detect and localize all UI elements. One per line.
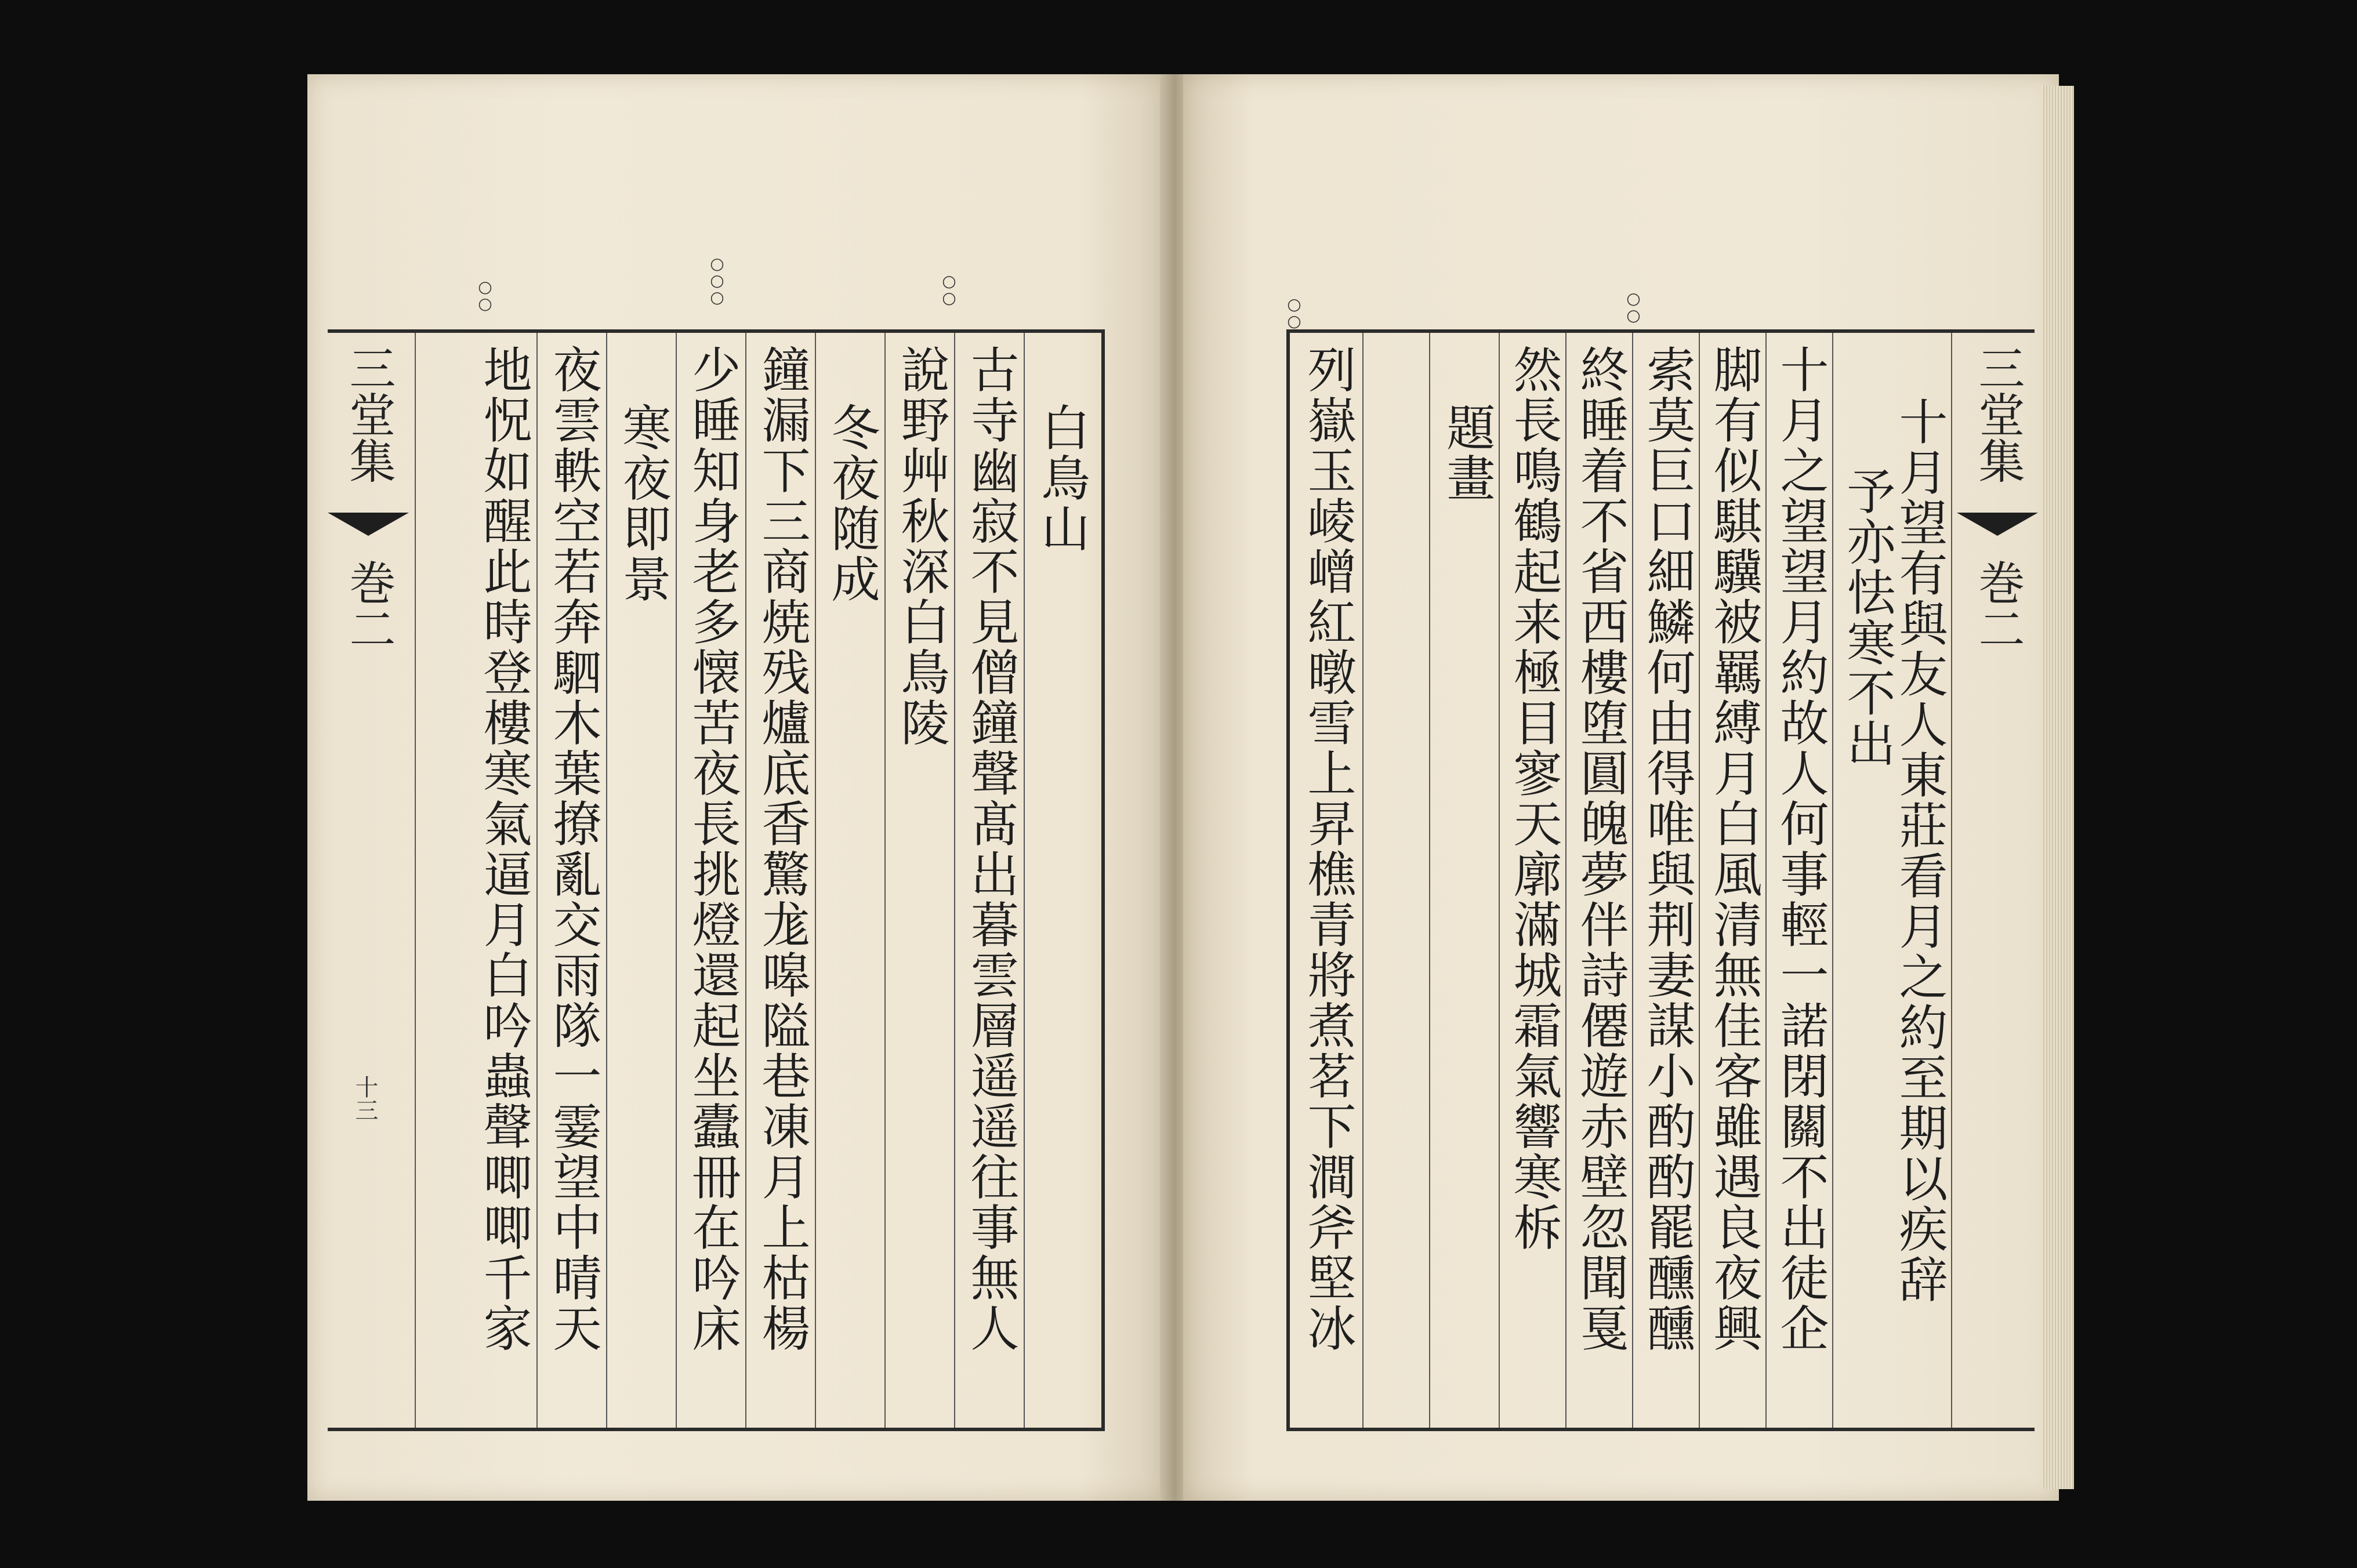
left-page-frame (328, 329, 1105, 1431)
column-rule (1632, 333, 1633, 1428)
poem-title-tihua: 題畫 (1439, 402, 1496, 503)
verse-column: 終睡着不省西樓堕圓魄夢伴詩僊遊赤壁忽聞戛 (1572, 344, 1629, 1353)
heart-volume: 巻二 (1971, 559, 2025, 652)
left-page (307, 74, 1166, 1501)
column-rule (815, 333, 816, 1428)
verse-column: 索莫巨口細鱗何由得唯與荆妻謀小酌酌罷醺醺 (1639, 344, 1696, 1353)
poem-title-hanye: 寒夜即景 (615, 402, 672, 604)
column-rule (1499, 333, 1500, 1428)
column-rule (954, 333, 955, 1428)
heart-volume: 巻二 (342, 559, 396, 652)
circle-mark: ○○ (476, 277, 495, 311)
poem-title-continued: 予亦怯寒不出 (1839, 466, 1896, 769)
column-rule (1429, 333, 1430, 1428)
verse-column: 鐘漏下三商焼残爐底香驚尨嗥隘巷凍月上枯楊 (754, 344, 811, 1353)
circle-mark: ○○○ (708, 254, 727, 304)
verse-column: 十月之望望月約故人何事輕一諾閉關不出徒企 (1772, 344, 1829, 1353)
block-heart (328, 333, 409, 1428)
fish-tail-ornament (1957, 507, 2038, 542)
verse-column: 古寺幽寂不見僧鐘聲髙出暮雲層遥遥往事無人 (963, 344, 1020, 1353)
poem-title-baiwushan: 白鳥山 (1034, 402, 1090, 554)
column-rule (1565, 333, 1567, 1428)
right-page (1183, 74, 2059, 1501)
verse-column: 脚有似騏驥被羈縛月白風清無佳客雖遇良夜興 (1706, 344, 1763, 1353)
verse-column: 說野艸秋深白鳥陵 (893, 344, 950, 748)
column-rule (1765, 333, 1767, 1428)
fish-tail-ornament (328, 507, 409, 542)
column-rule (1362, 333, 1364, 1428)
column-rule (536, 333, 538, 1428)
circle-mark: ○○ (1285, 295, 1304, 328)
column-rule (1832, 333, 1833, 1428)
book-spread (302, 74, 2065, 1501)
column-rule (676, 333, 677, 1428)
verse-column: 列嶽玉崚嶒紅暾雪上昇樵青將煮茗下澗斧堅冰 (1300, 344, 1357, 1353)
block-heart (1957, 333, 2038, 1428)
column-rule (884, 333, 886, 1428)
right-page-frame (1286, 329, 2035, 1431)
circle-mark: ○○ (1624, 289, 1643, 322)
verse-column: 然長鳴鶴起来極目寥天廓滿城霜氣響寒柝 (1506, 344, 1562, 1253)
verse-column: 少睡知身老多懐苦夜長挑燈還起坐蠹冊在吟床 (684, 344, 741, 1353)
column-rule (745, 333, 746, 1428)
circle-mark: ○○ (940, 271, 959, 305)
column-rule (1699, 333, 1700, 1428)
page-edges (2041, 86, 2074, 1489)
heart-title: 三堂集 (1971, 344, 2025, 484)
heart-title: 三堂集 (342, 344, 396, 484)
verse-column: 地怳如醒此時登樓寒氣逼月白吟蟲聲唧唧千家 (476, 344, 532, 1353)
poem-title-shiyuewang: 十月望有與友人東莊看月之約至期以疾辞 (1891, 397, 1948, 1305)
page-number: 十三 (351, 1075, 378, 1121)
column-rule (1024, 333, 1025, 1428)
poem-title-dongye: 冬夜随成 (824, 402, 880, 604)
column-rule (1951, 333, 1952, 1428)
column-rule (606, 333, 607, 1428)
verse-column: 夜雲軼空若奔駟木葉撩亂交雨隊一霎望中晴天 (545, 344, 602, 1353)
column-rule (415, 333, 416, 1428)
